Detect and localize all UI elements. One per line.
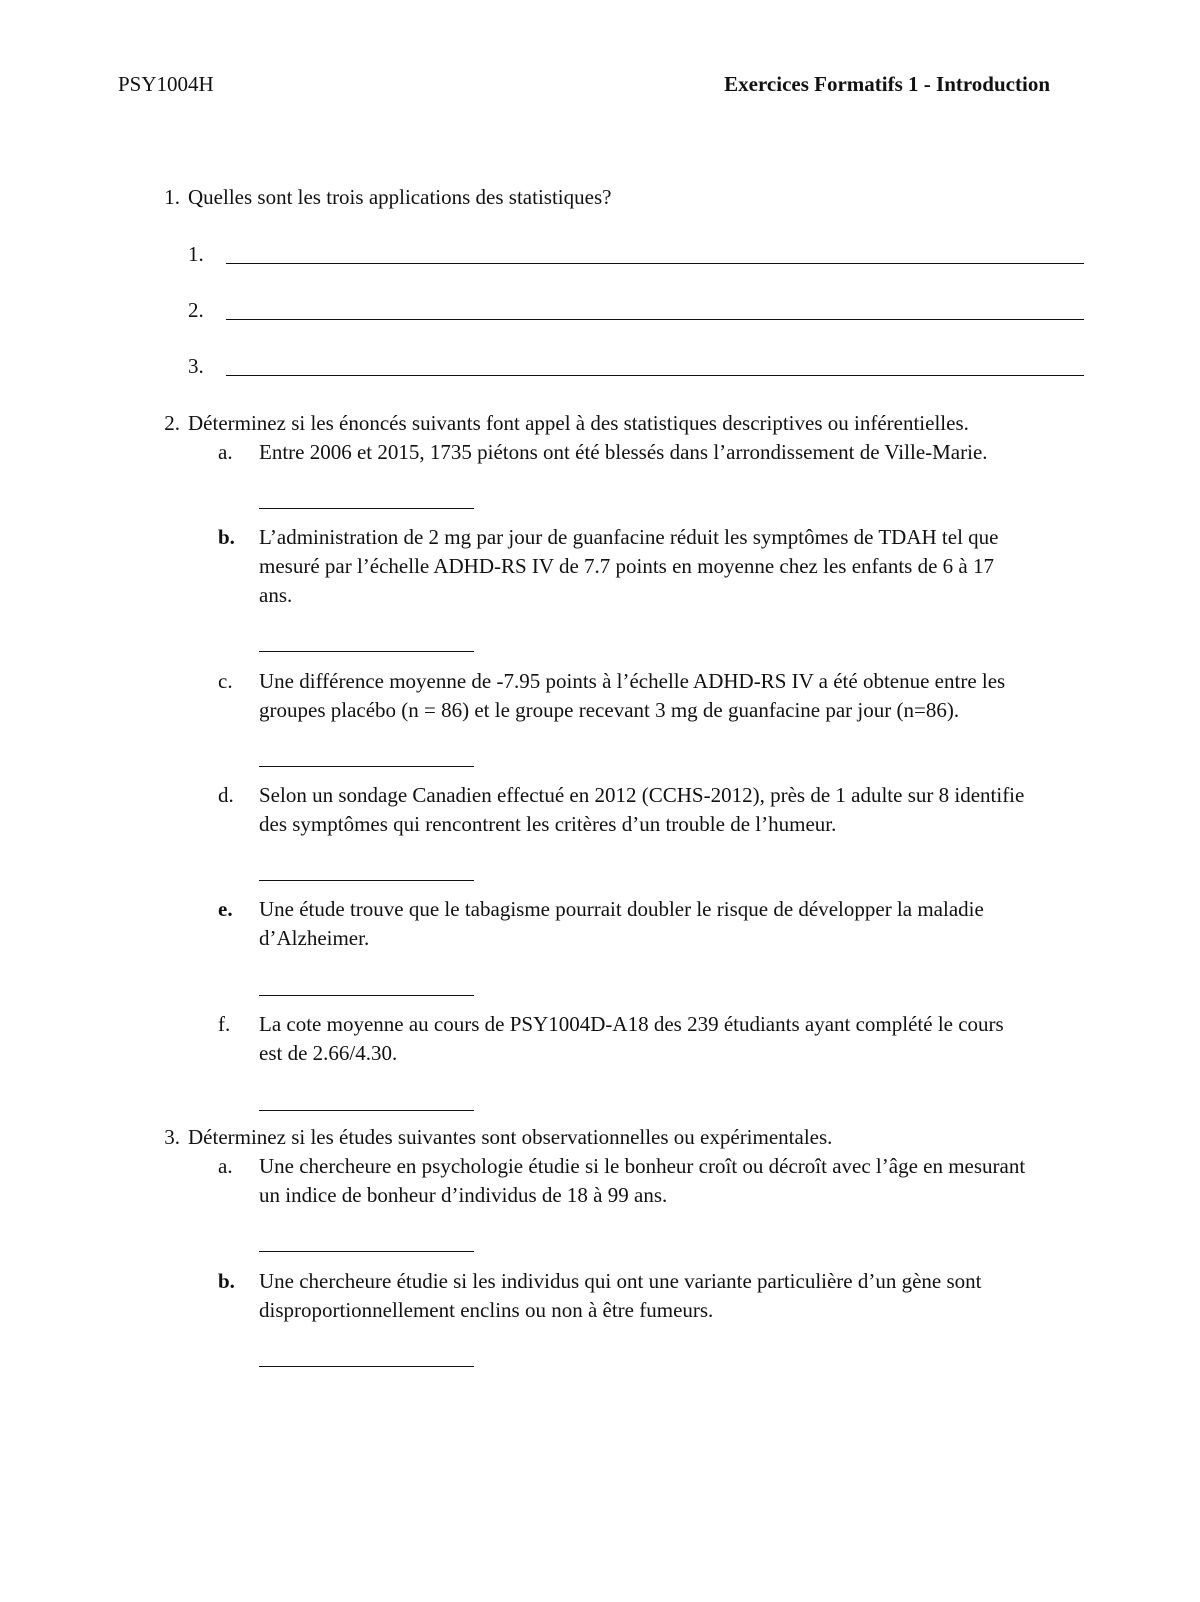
item-letter: e. [218, 897, 233, 921]
item-letter: b. [218, 1269, 235, 1293]
answer-blank-2c[interactable] [259, 766, 474, 767]
item-text: La cote moyenne au cours de PSY1004D-A18 des 239 étudiants ayant complété le cours est de 2.66/4.30. [259, 1012, 1004, 1065]
item-text: Selon un sondage Canadien effectué en 2012 (CCHS-2012), près de 1 adulte sur 8 identifie des symptômes qui rencontrent les critères d’un trouble de l’humeur. [259, 783, 1025, 836]
item-text: Une chercheure étudie si les individus qui ont une variante particulière d’un gène sont disproportionnellement enclins ou non à être fumeurs. [259, 1269, 982, 1322]
item-letter: b. [218, 525, 235, 549]
answer-blank-3a[interactable] [259, 1251, 474, 1252]
answer-blank-2a[interactable] [259, 508, 474, 509]
item-text: Une étude trouve que le tabagisme pourrait doubler le risque de développer la maladie d’Alzheimer. [259, 897, 984, 950]
item-letter: c. [218, 669, 233, 693]
item-letter: d. [218, 783, 234, 807]
question-number: 1. [164, 185, 180, 209]
document-title: Exercices Formatifs 1 - Introduction [724, 72, 1050, 96]
question-text: Quelles sont les trois applications des statistiques? [188, 185, 612, 209]
item-letter: f. [218, 1012, 231, 1036]
item-letter: a. [218, 440, 233, 464]
answer-number: 3. [188, 354, 204, 378]
question-text: Déterminez si les études suivantes sont observationnelles ou expérimentales. [188, 1125, 833, 1149]
question-text: Déterminez si les énoncés suivants font appel à des statistiques descriptives ou inférentielles. [188, 411, 969, 435]
item-text: Une chercheure en psychologie étudie si le bonheur croît ou décroît avec l’âge en mesurant un indice de bonheur d’individus de 18 à 99 ans. [259, 1154, 1026, 1207]
answer-number: 2. [188, 298, 204, 322]
answer-blank[interactable] [226, 375, 1084, 376]
item-text: L’administration de 2 mg par jour de guanfacine réduit les symptômes de TDAH tel que mesuré par l’échelle ADHD-RS IV de 7.7 points en moyenne chez les enfants de 6 à 17 ans. [259, 525, 999, 607]
course-code: PSY1004H [118, 72, 214, 96]
answer-blank[interactable] [226, 319, 1084, 320]
answer-blank-2b[interactable] [259, 651, 474, 652]
item-text: Entre 2006 et 2015, 1735 piétons ont été blessés dans l’arrondissement de Ville-Marie. [259, 440, 988, 464]
answer-blank-2e[interactable] [259, 995, 474, 996]
answer-blank[interactable] [226, 263, 1084, 264]
question-number: 2. [164, 411, 180, 435]
answer-blank-2f[interactable] [259, 1110, 474, 1111]
question-number: 3. [164, 1125, 180, 1149]
item-letter: a. [218, 1154, 233, 1178]
item-text: Une différence moyenne de -7.95 points à l’échelle ADHD-RS IV a été obtenue entre les groupes placébo (n = 86) et le groupe recevant 3 mg de guanfacine par jour (n=86). [259, 669, 1006, 722]
answer-number: 1. [188, 242, 204, 266]
answer-blank-3b[interactable] [259, 1366, 474, 1367]
answer-blank-2d[interactable] [259, 880, 474, 881]
